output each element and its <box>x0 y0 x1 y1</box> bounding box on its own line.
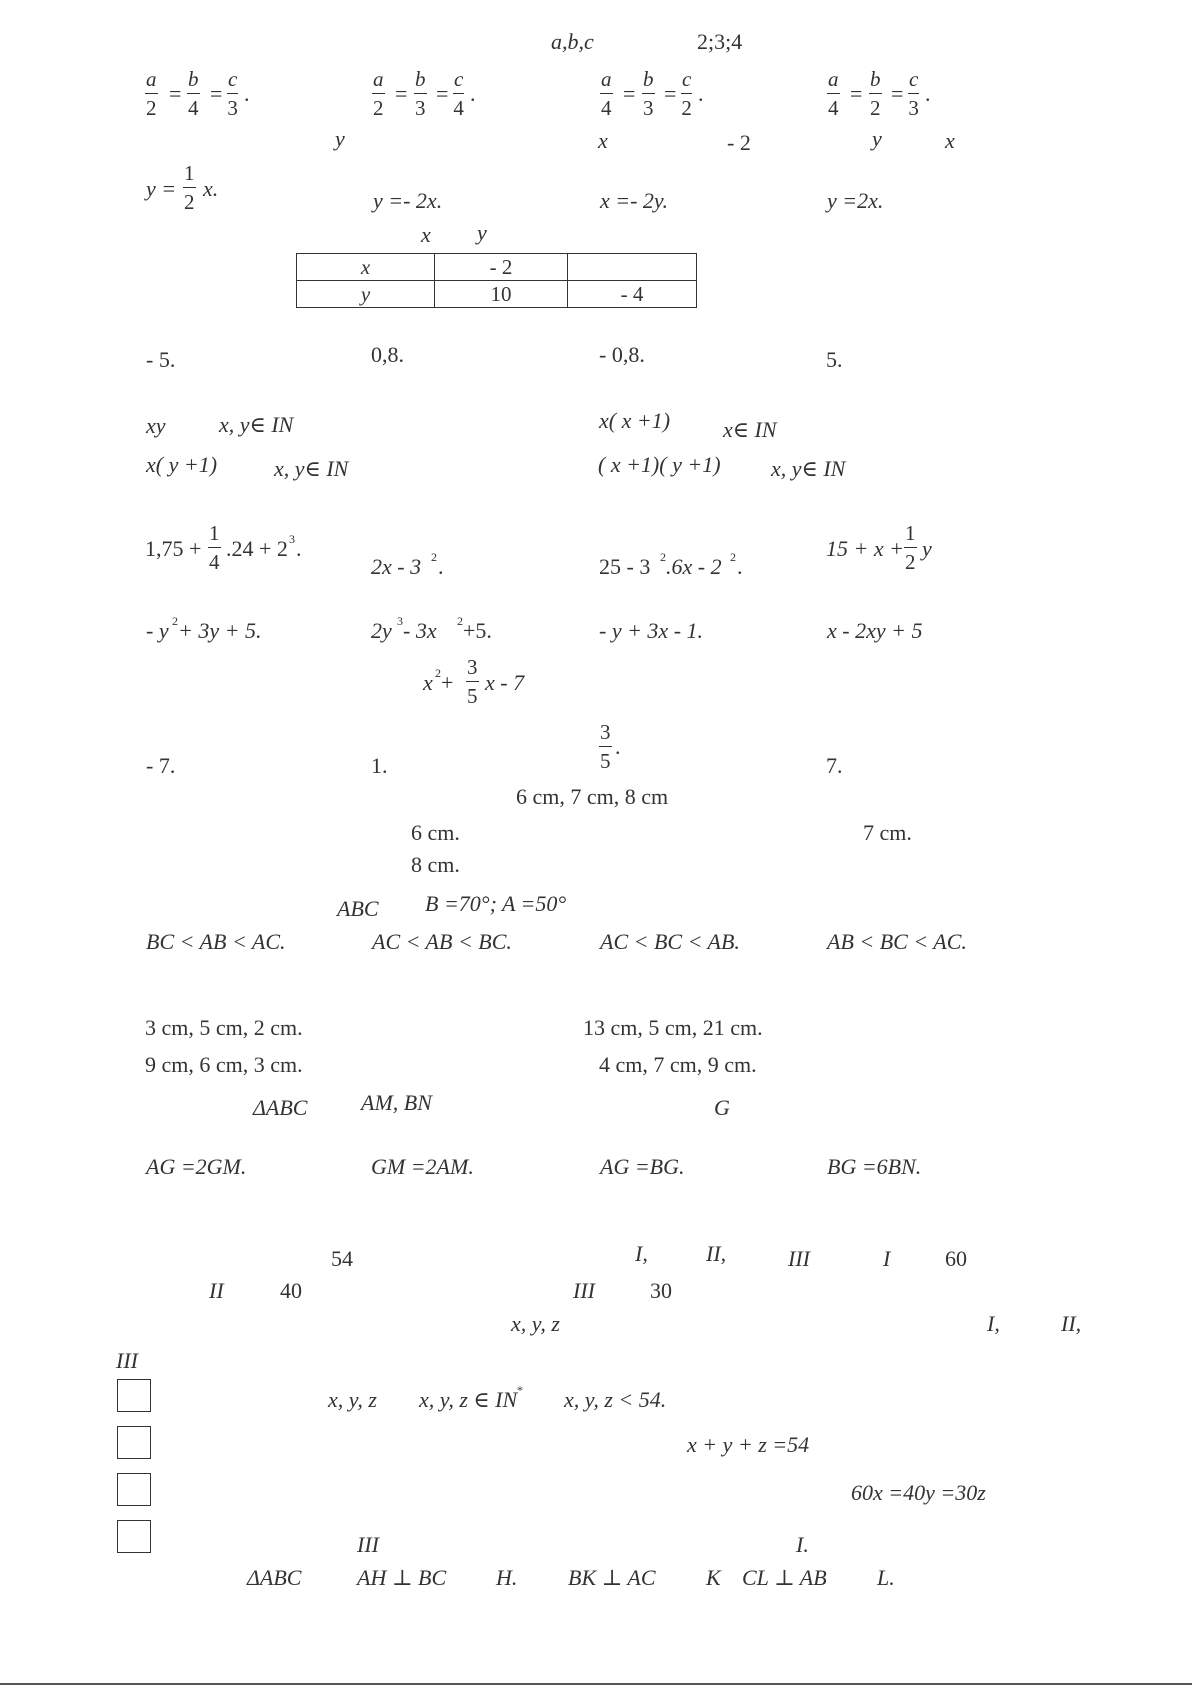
q5-opt-a-post: .24 + 2 <box>226 536 288 561</box>
q12-l1-II: II, <box>706 1241 727 1266</box>
q1-opt-b-frac-a: $\frac{a}{2}$ <box>373 67 384 120</box>
q13-h: H. <box>496 1565 518 1590</box>
q5-opt-a-end: . <box>296 536 302 561</box>
q5-opt-a-pre: 1,75 + <box>145 536 202 561</box>
q5-opt-d-frac: $\frac{1}{2}$ <box>905 521 916 574</box>
q5-opt-c-sup: 2 <box>660 550 666 564</box>
q12-s3: 60x =40y =30z <box>851 1480 986 1505</box>
q12-l4-III: III <box>116 1348 138 1373</box>
q6-opt-b: 2y <box>371 618 392 643</box>
q1-eq: = <box>891 81 904 106</box>
q2-stem-y: y <box>335 126 345 151</box>
q9-stem-tri: ABC <box>337 896 379 921</box>
q13-k: K <box>706 1565 721 1590</box>
q6-opt-b-mid: - 3x <box>403 618 437 643</box>
q7-opt-a: - 7. <box>146 753 176 778</box>
q1-opt-b-dot: . <box>470 81 476 106</box>
q12-s2: x + y + z =54 <box>687 1432 810 1457</box>
q8-opt-c: 8 cm. <box>411 852 460 877</box>
q12-s1-b: x, y, z ∈ IN <box>419 1387 518 1412</box>
q9-opt-b: AC < AB < BC. <box>372 929 512 954</box>
q12-l3-I: I, <box>987 1311 1000 1336</box>
q6-opt-b-sup2: 2 <box>457 614 463 628</box>
q8-stem: 6 cm, 7 cm, 8 cm <box>516 784 669 809</box>
table-row <box>297 254 697 281</box>
q3-stem-y: y <box>477 220 487 245</box>
q3-opt-a: - 5. <box>146 347 176 372</box>
q12-l2-II: II <box>209 1278 224 1303</box>
q5-opt-d-pre: 15 + x + <box>826 536 904 561</box>
q11-opt-a: AG =2GM. <box>146 1154 247 1179</box>
q6-opt-c: - y + 3x - 1. <box>599 618 704 643</box>
q13-cl: CL ⊥ AB <box>742 1565 827 1590</box>
q7-stem-sup: 2 <box>435 666 441 680</box>
table-cell: - 4 <box>568 281 697 308</box>
q1-opt-c-dot: . <box>698 81 704 106</box>
q9-opt-d: AB < BC < AC. <box>827 929 967 954</box>
q12-l2-III: III <box>573 1278 595 1303</box>
q11-stem-medians: AM, BN <box>361 1090 432 1115</box>
q10-opt-a: 3 cm, 5 cm, 2 cm. <box>145 1015 303 1040</box>
q7-opt-d: 7. <box>826 753 843 778</box>
q7-stem-frac: $\frac{3}{5}$ <box>467 655 478 708</box>
q1-opt-d-frac-b: $\frac{b}{2}$ <box>870 67 881 120</box>
q1-opt-d-dot: . <box>925 81 931 106</box>
value-table <box>296 253 697 308</box>
q7-opt-c-end: . <box>615 734 621 759</box>
q1-eq: = <box>664 81 677 106</box>
q12-s4-I: I. <box>796 1532 809 1557</box>
table-cell <box>568 254 697 281</box>
q12-s1-a: x, y, z <box>328 1387 377 1412</box>
checkbox-1[interactable] <box>117 1379 151 1412</box>
q13-tri: ΔABC <box>247 1565 302 1590</box>
q4-opt-d-cond: x, y∈ IN <box>771 456 846 481</box>
q7-opt-b: 1. <box>371 753 388 778</box>
q12-l1-III: III <box>788 1246 810 1271</box>
q1-opt-a-frac-b: $\frac{b}{4}$ <box>188 67 199 120</box>
q8-opt-a: 6 cm. <box>411 820 460 845</box>
q4-opt-b-expr: x( x +1) <box>599 408 671 433</box>
q1-opt-a-dot: . <box>244 81 250 106</box>
q2-opt-c: x =- 2y. <box>600 188 668 213</box>
table-row <box>297 281 697 308</box>
q6-opt-b-end: +5. <box>463 618 492 643</box>
checkbox-3[interactable] <box>117 1473 151 1506</box>
q12-s1-c: x, y, z < 54. <box>564 1387 667 1412</box>
q5-opt-c-end: . <box>737 554 743 579</box>
q3-stem-x: x <box>421 222 431 247</box>
q11-stem-tri: ΔABC <box>253 1095 308 1120</box>
q1-eq: = <box>169 81 182 106</box>
table-cell: - 2 <box>435 254 568 281</box>
q1-opt-a-frac-c: $\frac{c}{3}$ <box>227 67 238 120</box>
q2-opt-a-frac: $\frac{1}{2}$ <box>184 161 195 214</box>
q13-bk: BK ⊥ AC <box>568 1565 656 1590</box>
q2-opt-b: y =- 2x. <box>373 188 443 213</box>
q8-opt-b: 7 cm. <box>863 820 912 845</box>
q5-opt-c-sup2: 2 <box>730 550 736 564</box>
q12-s1-star: * <box>517 1383 523 1397</box>
table-cell: 10 <box>435 281 568 308</box>
q12-l3-xyz: x, y, z <box>511 1311 560 1336</box>
q5-opt-b: 2x - 3 <box>371 554 422 579</box>
q6-opt-a: - y <box>146 618 169 643</box>
q12-total: 54 <box>331 1246 353 1271</box>
q5-opt-b-end: . <box>438 554 444 579</box>
q2-stem-x: x <box>598 128 608 153</box>
table-cell: x <box>297 254 435 281</box>
q4-opt-a-expr: xy <box>146 413 166 438</box>
q2-stem-k: - 2 <box>727 130 751 155</box>
q1-opt-d-frac-c: $\frac{c}{3}$ <box>908 67 919 120</box>
q4-opt-c-expr: x( y +1) <box>146 452 218 477</box>
q12-l2-30: 30 <box>650 1278 672 1303</box>
q7-stem-pre: x <box>423 670 433 695</box>
q1-eq: = <box>436 81 449 106</box>
q12-l3-II: II, <box>1061 1311 1082 1336</box>
q4-opt-c-cond: x, y∈ IN <box>274 456 349 481</box>
q9-opt-c: AC < BC < AB. <box>600 929 740 954</box>
q6-opt-b-sup: 3 <box>397 614 403 628</box>
q2-opt-a-tail: x. <box>203 176 219 201</box>
checkbox-4[interactable] <box>117 1520 151 1553</box>
q2-opt-d: y =2x. <box>827 188 884 213</box>
q1-opt-c-frac-c: $\frac{c}{2}$ <box>681 67 692 120</box>
q9-stem-angles: B =70°; A =50° <box>425 891 567 916</box>
q12-l2-40: 40 <box>280 1278 302 1303</box>
q5-opt-d-post: y <box>922 536 932 561</box>
q5-opt-a-frac: $\frac{1}{4}$ <box>209 521 220 574</box>
q5-opt-c-mid: .6x - 2 <box>666 554 722 579</box>
q4-opt-d-expr: ( x +1)( y +1) <box>598 452 721 477</box>
q1-opt-c-frac-b: $\frac{b}{3}$ <box>643 67 654 120</box>
q11-opt-c: AG =BG. <box>600 1154 685 1179</box>
q6-opt-a-sup: 2 <box>172 614 178 628</box>
q11-opt-d: BG =6BN. <box>827 1154 922 1179</box>
q2-opt-a-lhs: y = <box>146 176 177 201</box>
q5-opt-b-sup: 2 <box>431 550 437 564</box>
q10-opt-d: 4 cm, 7 cm, 9 cm. <box>599 1052 757 1077</box>
q11-stem-g: G <box>714 1095 730 1120</box>
q6-opt-a-end: + 3y + 5. <box>178 618 262 643</box>
q2-stem-x2: x <box>945 128 955 153</box>
q12-l1-I: I, <box>635 1241 648 1266</box>
q1-head-vars: a,b,c <box>551 29 594 54</box>
checkbox-2[interactable] <box>117 1426 151 1459</box>
q7-opt-c-frac: $\frac{3}{5}$ <box>600 720 611 773</box>
q5-opt-c: 25 - 3 <box>599 554 651 579</box>
q2-stem-y2: y <box>872 126 882 151</box>
q12-l1-60: 60 <box>945 1246 967 1271</box>
q10-opt-c: 9 cm, 6 cm, 3 cm. <box>145 1052 303 1077</box>
q13-ah: AH ⊥ BC <box>357 1565 447 1590</box>
q1-eq: = <box>395 81 408 106</box>
q1-opt-a-frac-a: $\frac{a}{2}$ <box>146 67 157 120</box>
q3-opt-b: 0,8. <box>371 342 404 367</box>
q3-opt-c: - 0,8. <box>599 342 645 367</box>
q13-l: L. <box>877 1565 895 1590</box>
q1-opt-d-frac-a: $\frac{a}{4}$ <box>828 67 839 120</box>
q3-opt-d: 5. <box>826 347 843 372</box>
q1-opt-b-frac-c: $\frac{c}{4}$ <box>453 67 464 120</box>
q4-opt-a-cond: x, y∈ IN <box>219 412 294 437</box>
q10-opt-b: 13 cm, 5 cm, 21 cm. <box>583 1015 763 1040</box>
q1-eq: = <box>210 81 223 106</box>
q11-opt-b: GM =2AM. <box>371 1154 474 1179</box>
table-cell: y <box>297 281 435 308</box>
q7-stem-post: x - 7 <box>485 670 525 695</box>
q9-opt-a: BC < AB < AC. <box>146 929 286 954</box>
q12-s4-III: III <box>357 1532 379 1557</box>
q1-eq: = <box>850 81 863 106</box>
q6-opt-d: x - 2xy + 5 <box>827 618 923 643</box>
q7-stem-mid: + <box>441 670 454 695</box>
q12-l1-I2: I <box>883 1246 891 1271</box>
q1-head-ratio: 2;3;4 <box>697 29 743 54</box>
q1-opt-c-frac-a: $\frac{a}{4}$ <box>601 67 612 120</box>
q1-eq: = <box>623 81 636 106</box>
q5-opt-a-sup: 3 <box>289 532 295 546</box>
q4-opt-b-cond: x∈ IN <box>723 417 777 442</box>
q1-opt-b-frac-b: $\frac{b}{3}$ <box>415 67 426 120</box>
